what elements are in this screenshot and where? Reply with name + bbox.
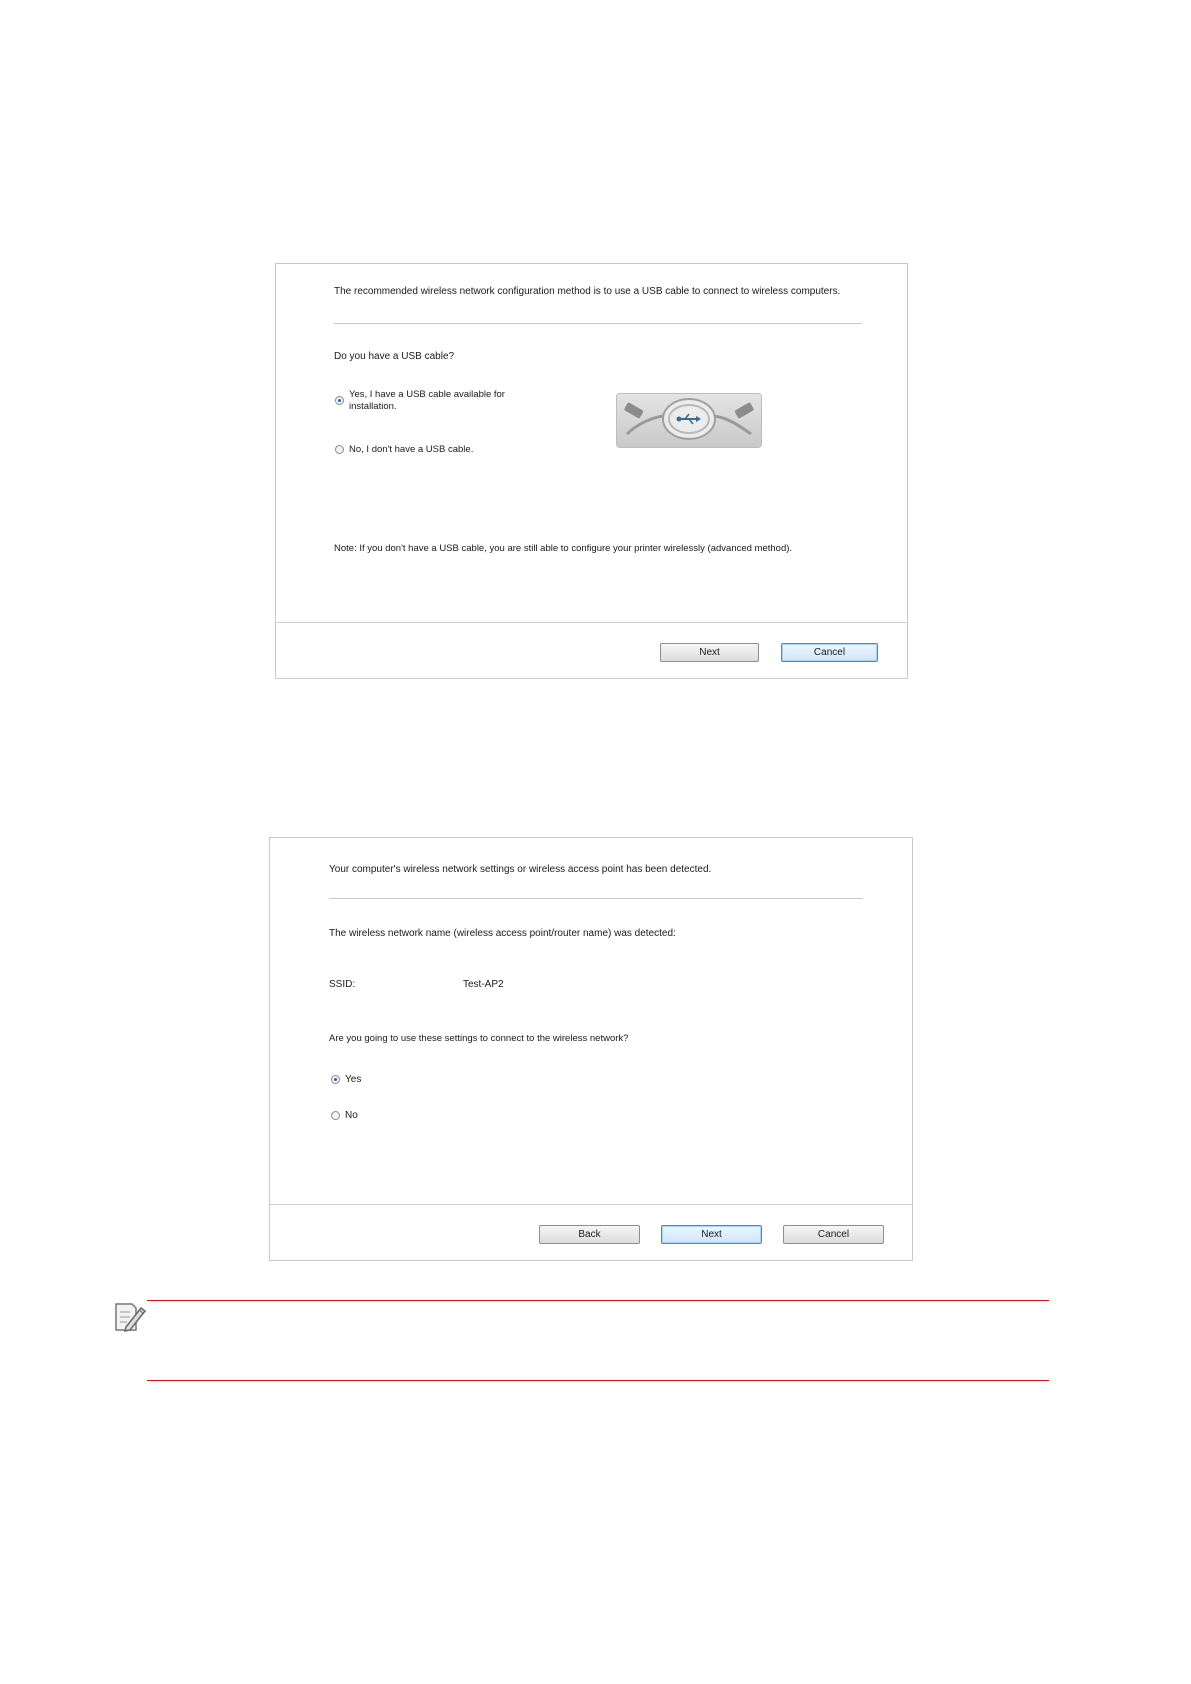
usb-cable-icon [616, 393, 762, 448]
footer-divider [276, 622, 907, 623]
detected-text: The wireless network name (wireless access point/router name) was detected: [329, 928, 676, 939]
usb-no-radio[interactable] [335, 445, 344, 454]
note-top-rule [147, 1300, 1049, 1301]
usb-yes-label-line1[interactable]: Yes, I have a USB cable available for [349, 389, 505, 400]
note-bottom-rule [147, 1380, 1049, 1381]
back-button[interactable]: Back [539, 1225, 640, 1244]
ssid-label: SSID: [329, 979, 356, 990]
use-settings-yes-label[interactable]: Yes [345, 1074, 362, 1085]
next-button[interactable]: Next [660, 643, 759, 662]
cancel-button[interactable]: Cancel [783, 1225, 884, 1244]
divider [334, 323, 862, 324]
use-settings-yes-radio[interactable] [331, 1075, 340, 1084]
network-detected-dialog [269, 837, 913, 1261]
dialog-note: Note: If you don't have a USB cable, you are still able to configure your printer wirelessly (advanced method). [334, 543, 793, 554]
next-button[interactable]: Next [661, 1225, 762, 1244]
footer-divider [270, 1204, 912, 1205]
dialog-intro: The recommended wireless network configuration method is to use a USB cable to connect to wireless computers. [334, 286, 841, 297]
use-settings-no-label[interactable]: No [345, 1110, 358, 1121]
dialog-intro: Your computer's wireless network settings or wireless access point has been detected. [329, 864, 712, 875]
cancel-button[interactable]: Cancel [781, 643, 878, 662]
usb-yes-label-line2[interactable]: installation. [349, 401, 397, 412]
usb-yes-radio[interactable] [335, 396, 344, 405]
usb-question: Do you have a USB cable? [334, 351, 455, 362]
connect-question: Are you going to use these settings to connect to the wireless network? [329, 1033, 629, 1044]
usb-no-label[interactable]: No, I don't have a USB cable. [349, 444, 474, 455]
use-settings-no-radio[interactable] [331, 1111, 340, 1120]
note-pencil-icon [112, 1300, 146, 1334]
ssid-value: Test-AP2 [463, 979, 504, 990]
divider [329, 898, 863, 899]
usb-cable-dialog [275, 263, 908, 679]
